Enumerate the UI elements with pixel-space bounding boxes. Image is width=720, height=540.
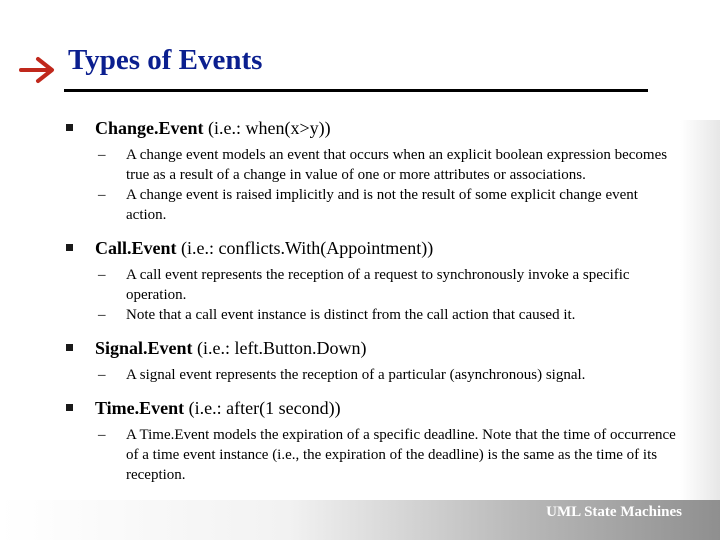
event-type-call <box>66 236 696 325</box>
sub-text: A change event is raised implicitly and is not the result of some explicit change event action. <box>126 187 638 223</box>
arrow-right-icon <box>18 56 58 89</box>
bullet-line <box>66 396 696 420</box>
event-term: Time.Event <box>95 398 185 418</box>
footer-label: UML State Machines <box>546 504 682 520</box>
sub-text: Note that a call event instance is distinct from the call action that caused it. <box>126 307 576 323</box>
slide-title: Types of Events <box>68 44 263 76</box>
sub-text: A call event represents the reception of a request to synchronously invoke a specific operation. <box>126 267 630 303</box>
sub-list <box>66 265 696 325</box>
square-bullet-icon <box>66 124 73 131</box>
event-term: Change.Event <box>95 118 204 138</box>
square-bullet-icon <box>66 344 73 351</box>
event-detail: (i.e.: conflicts.With(Appointment)) <box>176 238 434 258</box>
title-divider <box>64 89 648 92</box>
sub-item <box>66 185 681 225</box>
sub-item <box>66 145 681 185</box>
event-type-change <box>66 116 696 225</box>
slide-content <box>66 116 696 496</box>
sub-list <box>66 425 696 485</box>
dash-bullet-icon: – <box>98 147 106 163</box>
sub-text: A change event models an event that occurs when an explicit boolean expression becomes true as a result of a change in value of one or more attributes or associations. <box>126 147 668 183</box>
bullet-line <box>66 236 696 260</box>
sub-item <box>66 365 681 385</box>
sub-text: A Time.Event models the expiration of a specific deadline. Note that the time of occurrence of a time event instance (i.e., the expiration of the deadline) is the same as the time of its reception. <box>126 427 676 483</box>
event-type-signal <box>66 336 696 385</box>
sub-list <box>66 145 696 225</box>
footer-band <box>0 500 720 540</box>
square-bullet-icon <box>66 404 73 411</box>
event-detail: (i.e.: when(x>y)) <box>203 118 331 138</box>
sub-item <box>66 265 681 305</box>
dash-bullet-icon: – <box>98 187 106 203</box>
dash-bullet-icon: – <box>98 267 106 283</box>
event-term: Call.Event <box>95 238 177 258</box>
sub-text: A signal event represents the reception of a particular (asynchronous) signal. <box>126 367 586 383</box>
event-detail: (i.e.: left.Button.Down) <box>192 338 367 358</box>
sub-list <box>66 365 696 385</box>
dash-bullet-icon: – <box>98 307 106 323</box>
dash-bullet-icon: – <box>98 367 106 383</box>
event-term: Signal.Event <box>95 338 193 358</box>
event-detail: (i.e.: after(1 second)) <box>184 398 341 418</box>
bullet-line <box>66 116 696 140</box>
event-type-time <box>66 396 696 485</box>
bullet-line <box>66 336 696 360</box>
square-bullet-icon <box>66 244 73 251</box>
sub-item <box>66 425 681 485</box>
dash-bullet-icon: – <box>98 427 106 443</box>
sub-item <box>66 305 681 325</box>
